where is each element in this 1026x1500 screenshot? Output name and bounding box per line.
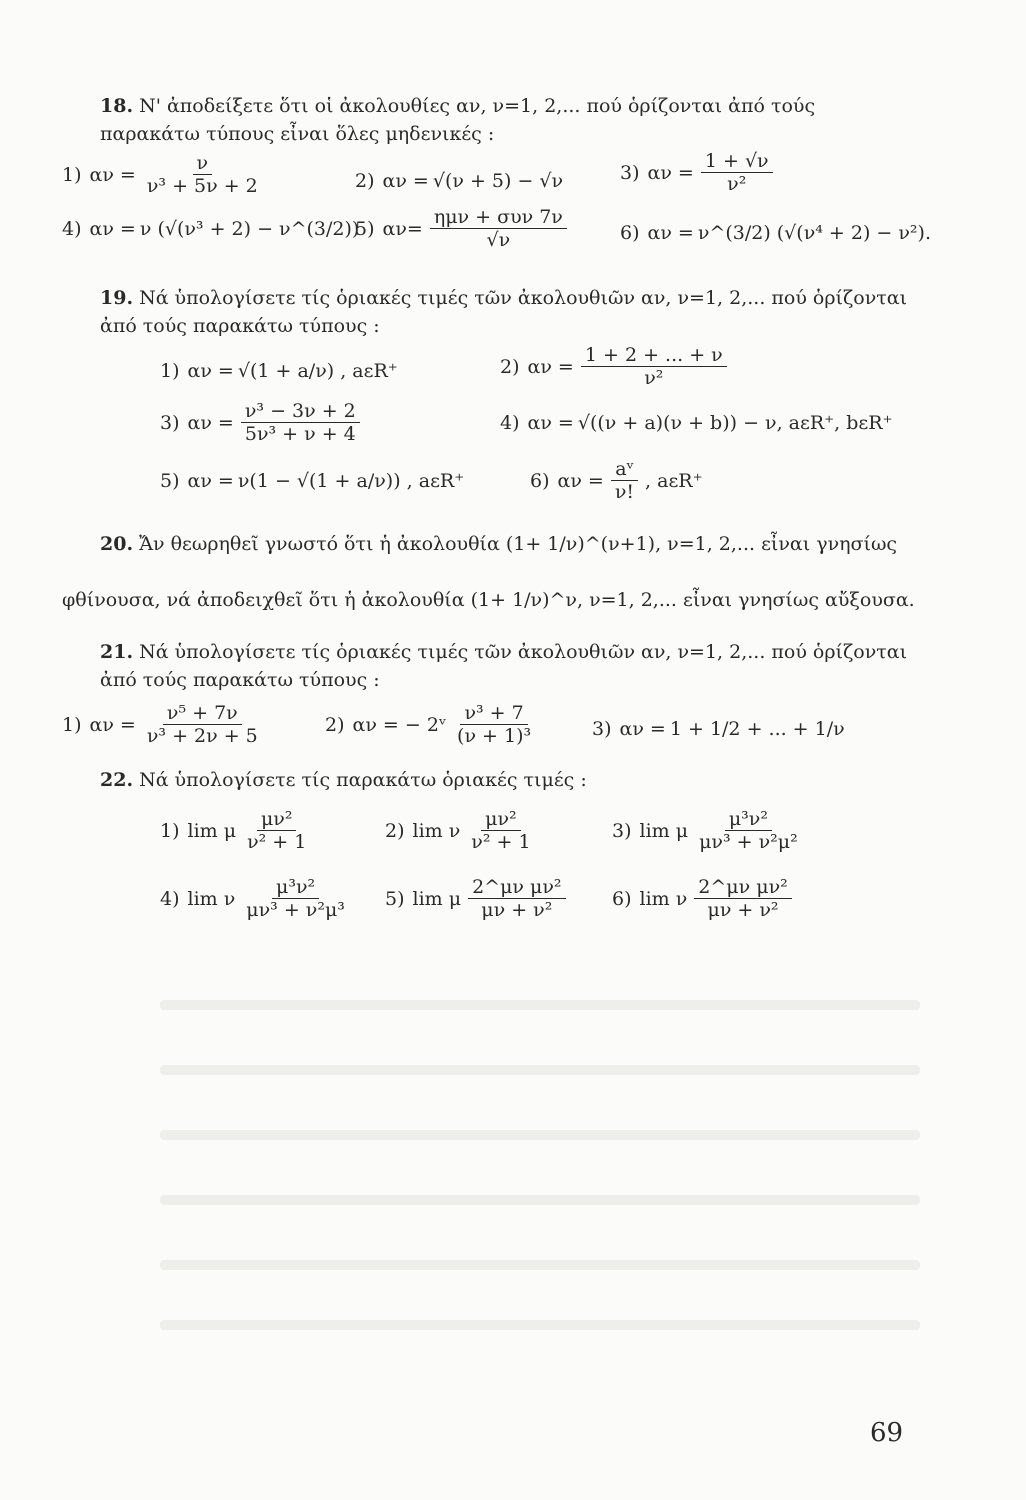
numerator: ν <box>193 152 213 175</box>
exercise-21-text <box>100 638 920 694</box>
formula-lhs: αν = <box>89 218 136 240</box>
denominator: ν² + 1 <box>471 831 531 853</box>
exercise-number: 19. <box>100 287 134 309</box>
formula-lhs: αν = <box>89 163 136 186</box>
formula-lhs: lim ν <box>412 819 461 842</box>
numerator: ημν + συν 7ν <box>430 206 567 229</box>
formula-lhs: αν = <box>187 360 234 382</box>
exercise-20-cont <box>62 586 922 614</box>
formula-lhs: αν = <box>619 718 666 740</box>
numerator: aᵛ <box>611 458 637 481</box>
denominator: (ν + 1)³ <box>457 725 532 747</box>
numerator: ν³ − 3ν + 2 <box>241 400 360 423</box>
denominator: μν³ + ν²μ³ <box>246 899 345 921</box>
denominator: ν³ + 2ν + 5 <box>146 725 258 747</box>
formula-lhs: αν = <box>557 469 604 492</box>
exercise-20-line-1 <box>100 530 920 558</box>
denominator: ν! <box>614 481 635 503</box>
fraction <box>143 152 262 197</box>
exercise-number: 20. <box>100 533 134 555</box>
denominator: ν³ + 5ν + 2 <box>146 175 258 197</box>
formula <box>612 808 805 853</box>
formula-lhs: αν = <box>527 355 574 378</box>
fraction <box>581 344 727 389</box>
formula-expression: ν (√(ν³ + 2) − ν^(3/2)) <box>139 218 360 240</box>
fraction <box>430 206 567 251</box>
formula <box>62 702 265 747</box>
exercise-19-text <box>100 284 920 340</box>
exercise-20 <box>100 530 920 576</box>
formula <box>160 470 464 492</box>
formula-expression: ν(1 − √(1 + a/ν)) , aεR⁺ <box>237 470 465 492</box>
formula-lhs: lim μ <box>187 819 237 842</box>
formula-label: 1) <box>62 163 82 186</box>
formula <box>612 876 795 921</box>
exercise-number: 22. <box>100 769 134 791</box>
formula <box>160 400 363 445</box>
numerator: ν⁵ + 7ν <box>163 702 242 725</box>
formula <box>592 718 845 740</box>
formula-label: 4) <box>500 412 520 434</box>
formula-lhs: αν = <box>527 412 574 434</box>
fraction <box>701 150 773 195</box>
exercise-21 <box>100 638 920 694</box>
formula-lhs: αν = <box>187 411 234 434</box>
formula-label: 2) <box>500 355 520 378</box>
exercise-19 <box>100 284 920 340</box>
fraction <box>453 702 535 747</box>
numerator: 1 + 2 + ... + ν <box>581 344 727 367</box>
denominator: μν + ν² <box>707 899 779 921</box>
formula-label: 5) <box>160 470 180 492</box>
formula-lhs: αν = − 2ᵛ <box>352 713 447 736</box>
formula-lhs: αν = <box>89 713 136 736</box>
denominator: μν³ + ν²μ² <box>699 831 798 853</box>
fraction <box>242 876 349 921</box>
numerator: 2^μν μν² <box>694 876 791 899</box>
denominator: ν² <box>644 367 664 389</box>
numerator: 2^μν μν² <box>468 876 565 899</box>
formula-label: 6) <box>530 469 550 492</box>
bleed-through <box>160 1320 920 1330</box>
formula <box>385 808 538 853</box>
fraction <box>611 458 638 503</box>
formula-label: 2) <box>355 170 375 192</box>
formula-expression: √(1 + a/ν) , aεR⁺ <box>237 360 398 382</box>
exercise-18 <box>100 92 920 148</box>
formula-lhs: αν = <box>187 470 234 492</box>
numerator: ν³ + 7 <box>460 702 527 725</box>
fraction <box>243 808 310 853</box>
bleed-through <box>160 1260 920 1270</box>
bleed-through <box>160 1130 920 1140</box>
formula-label: 1) <box>160 360 180 382</box>
formula-expression: √((ν + a)(ν + b)) − ν, aεR⁺, bεR⁺ <box>577 412 893 434</box>
bleed-through <box>160 1000 920 1010</box>
formula-lhs: lim ν <box>639 887 688 910</box>
denominator: ν² + 1 <box>247 831 307 853</box>
formula-label: 2) <box>325 713 345 736</box>
exercise-number: 21. <box>100 641 134 663</box>
formula-label: 4) <box>62 218 82 240</box>
exercise-22 <box>100 766 920 794</box>
formula-lhs: αν = <box>647 222 694 244</box>
exercise-statement: Νά ὑπολογίσετε τίς ὁριακές τιμές τῶν ἀκολουθιῶν αν, ν=1, 2,... πού ὁρίζονται ἀπό τούς παρακάτω τύπους : <box>100 641 908 691</box>
formula <box>385 876 569 921</box>
formula-label: 2) <box>385 819 405 842</box>
formula-label: 4) <box>160 887 180 910</box>
formula-label: 1) <box>62 713 82 736</box>
denominator: ν² <box>727 173 747 195</box>
exercise-18-text <box>100 92 920 148</box>
exercise-statement: Ἄν θεωρηθεῖ γνωστό ὅτι ἡ ἀκολουθία (1+ 1/ν)^(ν+1), ν=1, 2,... εἶναι γνησίως <box>139 533 898 555</box>
exercise-statement: Ν' ἀποδείξετε ὅτι οἱ ἀκολουθίες αν, ν=1, 2,... πού ὁρίζονται ἀπό τούς παρακάτω τύπους εἶναι ὅλες μηδενικές : <box>100 95 816 145</box>
formula <box>355 170 563 192</box>
denominator: 5ν³ + ν + 4 <box>244 423 356 445</box>
formula-label: 3) <box>160 411 180 434</box>
formula-expression: ν^(3/2) (√(ν⁴ + 2) − ν²). <box>697 222 931 244</box>
fraction <box>695 808 802 853</box>
formula-label: 6) <box>620 222 640 244</box>
formula-label: 6) <box>612 887 632 910</box>
formula <box>500 344 730 389</box>
exercise-20-line-2: φθίνουσα, νά ἀποδειχθεῖ ὅτι ἡ ἀκολουθία (1+ 1/ν)^ν, ν=1, 2,... εἶναι γνησίως αὔξουσα. <box>62 589 915 611</box>
formula-label: 3) <box>592 718 612 740</box>
formula <box>620 222 931 244</box>
formula <box>160 808 313 853</box>
numerator: μ³ν² <box>725 808 772 831</box>
formula-lhs: αν = <box>647 161 694 184</box>
formula-lhs: lim μ <box>412 887 462 910</box>
numerator: μ³ν² <box>272 876 319 899</box>
formula-lhs: αν = <box>382 170 429 192</box>
formula-label: 3) <box>620 161 640 184</box>
formula <box>62 218 359 240</box>
fraction <box>241 400 360 445</box>
fraction <box>468 876 565 921</box>
formula <box>355 206 570 251</box>
denominator: μν + ν² <box>481 899 553 921</box>
denominator: √ν <box>486 229 511 251</box>
page-number: 69 <box>870 1418 904 1448</box>
formula-label: 5) <box>355 217 375 240</box>
formula <box>62 152 265 197</box>
formula <box>500 412 893 434</box>
bleed-through <box>160 1065 920 1075</box>
numerator: 1 + √ν <box>701 150 773 173</box>
formula <box>620 150 776 195</box>
fraction <box>694 876 791 921</box>
bleed-through <box>160 1195 920 1205</box>
formula-label: 1) <box>160 819 180 842</box>
formula-lhs: lim ν <box>187 887 236 910</box>
formula <box>160 876 352 921</box>
formula-lhs: αν= <box>382 217 423 240</box>
formula <box>325 702 538 747</box>
exercise-statement: Νά ὑπολογίσετε τίς ὁριακές τιμές τῶν ἀκολουθιῶν αν, ν=1, 2,... πού ὁρίζονται ἀπό τούς παρακάτω τύπους : <box>100 287 908 337</box>
exercise-number: 18. <box>100 95 134 117</box>
fraction <box>143 702 262 747</box>
formula-label: 5) <box>385 887 405 910</box>
formula <box>530 458 703 503</box>
exercise-22-text <box>100 766 920 794</box>
formula-expression: 1 + 1/2 + ... + 1/ν <box>669 718 845 740</box>
exercise-statement: Νά ὑπολογίσετε τίς παρακάτω ὁριακές τιμές : <box>139 769 587 791</box>
formula-lhs: lim μ <box>639 819 689 842</box>
numerator: μν² <box>481 808 521 831</box>
formula-expression: √(ν + 5) − √ν <box>432 170 564 192</box>
formula-condition: , aεR⁺ <box>645 469 703 492</box>
numerator: μν² <box>257 808 297 831</box>
formula-label: 3) <box>612 819 632 842</box>
fraction <box>467 808 534 853</box>
formula <box>160 360 398 382</box>
